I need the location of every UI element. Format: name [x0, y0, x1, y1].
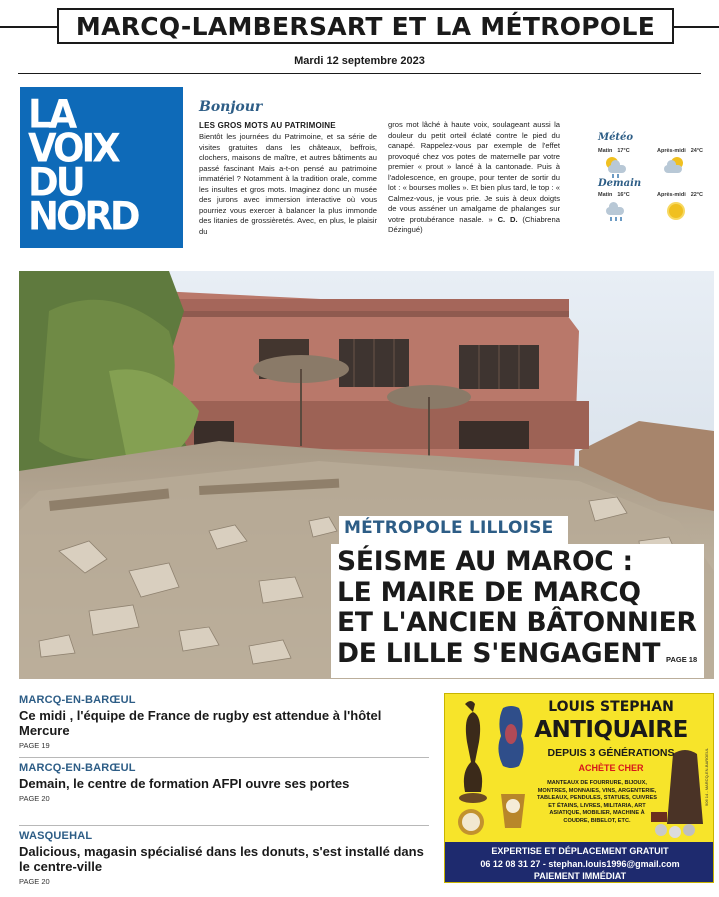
brief-item[interactable]	[19, 762, 429, 803]
weather-slot: Après-midi 24°C	[657, 148, 704, 154]
bonjour-signature: C. D.	[497, 214, 518, 224]
antique-dealer-ad[interactable]	[444, 693, 714, 883]
edition-date: Mardi 12 septembre 2023	[294, 55, 425, 67]
brief-title: Dalicious, magasin spécialisé dans les donuts, s'est installé dans le centre-ville	[19, 844, 424, 874]
rain-cloud-icon	[604, 202, 626, 220]
logo-line: LA	[28, 91, 75, 137]
ad-reference: 906 14 - MARCQ-EN-BAROEUL	[704, 747, 709, 806]
bonjour-column-2	[388, 120, 560, 236]
bonjour-credit: (Chiabrena Dézingué)	[388, 214, 560, 234]
edition-title: MARCQ-LAMBERSART ET LA MÉTROPOLE	[75, 11, 656, 41]
weather-slot: Matin 16°C	[598, 192, 630, 198]
lead-headline[interactable]	[337, 547, 697, 669]
weather-tomorrow-label: Demain	[598, 178, 642, 189]
brief-place: MARCQ-EN-BARŒUL	[19, 694, 136, 706]
headline-line: ET L'ANCIEN BÂTONNIER	[337, 607, 697, 638]
brief-title: Demain, le centre de formation AFPI ouvre ses portes	[19, 776, 350, 791]
bonjour-heading: Bonjour	[199, 99, 263, 115]
sun-icon	[666, 202, 688, 220]
ad-dealer-name: LOUIS STEPHAN	[548, 699, 674, 715]
brief-divider	[19, 825, 429, 826]
weather-box	[598, 128, 713, 238]
ad-buy-claim: ACHÈTE CHER	[578, 763, 644, 773]
sun-cloud-icon	[664, 157, 686, 175]
lead-kicker: MÉTROPOLE LILLOISE	[344, 518, 554, 538]
rain-sun-icon	[604, 157, 626, 175]
brief-place: WASQUEHAL	[19, 830, 93, 842]
weather-title: Météo	[598, 132, 634, 143]
brief-page: PAGE 20	[19, 877, 50, 886]
headline-line: LE MAIRE DE MARCQ	[337, 576, 641, 608]
bonjour-column-2-text: gros mot lâché à haute voix, soulageant aussi la douleur du petit orteil éclaté contre le pied du canapé. Rappelez-vous par exemple de l'effet provoqué chez vos potes de maternelle par votre premier « prout » lancé à la cantonade. Puis à l'adolescence, en groupe, pour tenter de sortir du lot : « bourses molles ». Et bien plus tard, le top : « Calmez-vous, je vous prie. Je suis à deux doigts de vous asséner un amalgame de phalanges sur votre protubérance nasale. »	[388, 120, 560, 224]
brief-page: PAGE 20	[19, 794, 50, 803]
logo-line: VOIX	[28, 125, 118, 171]
brief-page: PAGE 19	[19, 741, 50, 750]
newspaper-logo[interactable]	[20, 87, 183, 248]
brief-item[interactable]	[19, 694, 429, 750]
edition-banner	[57, 8, 674, 44]
headline-line: SÉISME AU MAROC :	[337, 546, 633, 577]
banner-rule-left	[0, 26, 57, 28]
logo-line: NORD	[28, 193, 138, 239]
ad-contact[interactable]: 06 12 08 31 27 - stephan.louis1996@gmail.com	[480, 859, 680, 869]
ad-contact-bar	[445, 842, 714, 883]
bonjour-column-1: Bientôt les journées du Patrimoine, et sa série de visites gratuites dans les châteaux, beffrois, clochers, maisons de maître, et autres bâtiments au passé fascinant Mais a-t-on pensé au patrimoine immatériel ? Notamment à la tradition orale, comme les insultes et gros mots. Imaginez donc un musée des jurons avec immersion interactive où vous pourriez vous exercer à balancer la plus immonde des litanies de grossièretés. Avec, en plus, le plaisir du	[199, 132, 377, 236]
lead-page-ref: PAGE 18	[666, 655, 698, 664]
weather-slot: Matin 17°C	[598, 148, 630, 154]
ad-expertise: EXPERTISE ET DÉPLACEMENT GRATUIT	[491, 846, 669, 856]
brief-item[interactable]	[19, 830, 429, 886]
headline-line: DE LILLE S'ENGAGENT	[337, 637, 661, 669]
bonjour-subheading: LES GROS MOTS AU PATRIMOINE	[199, 121, 336, 130]
banner-rule-right	[674, 26, 719, 28]
date-divider	[18, 73, 701, 74]
weather-slot: Après-midi 22°C	[657, 192, 704, 198]
ad-items-list: MANTEAUX DE FOURRURE, BIJOUX, MONTRES, MONNAIES, VINS, ARGENTERIE, TABLEAUX, PENDULES, STATUES, CUIVRES ET ÉTAINS, LIVRES, MILITARIA, ART ASIATIQUE, MOBILIER, MACHINE À COUDRE, BIBELOT, ETC.	[537, 780, 657, 824]
ad-dealer-type: ANTIQUAIRE	[534, 717, 688, 743]
brief-place: MARCQ-EN-BARŒUL	[19, 762, 136, 774]
brief-title: Ce midi , l'équipe de France de rugby est attendue à l'hôtel Mercure	[19, 708, 382, 738]
brief-divider	[19, 757, 429, 758]
ad-payment: PAIEMENT IMMÉDIAT	[533, 871, 627, 881]
logo-line: DU	[28, 159, 83, 205]
ad-generations: DEPUIS 3 GÉNÉRATIONS	[547, 747, 675, 759]
